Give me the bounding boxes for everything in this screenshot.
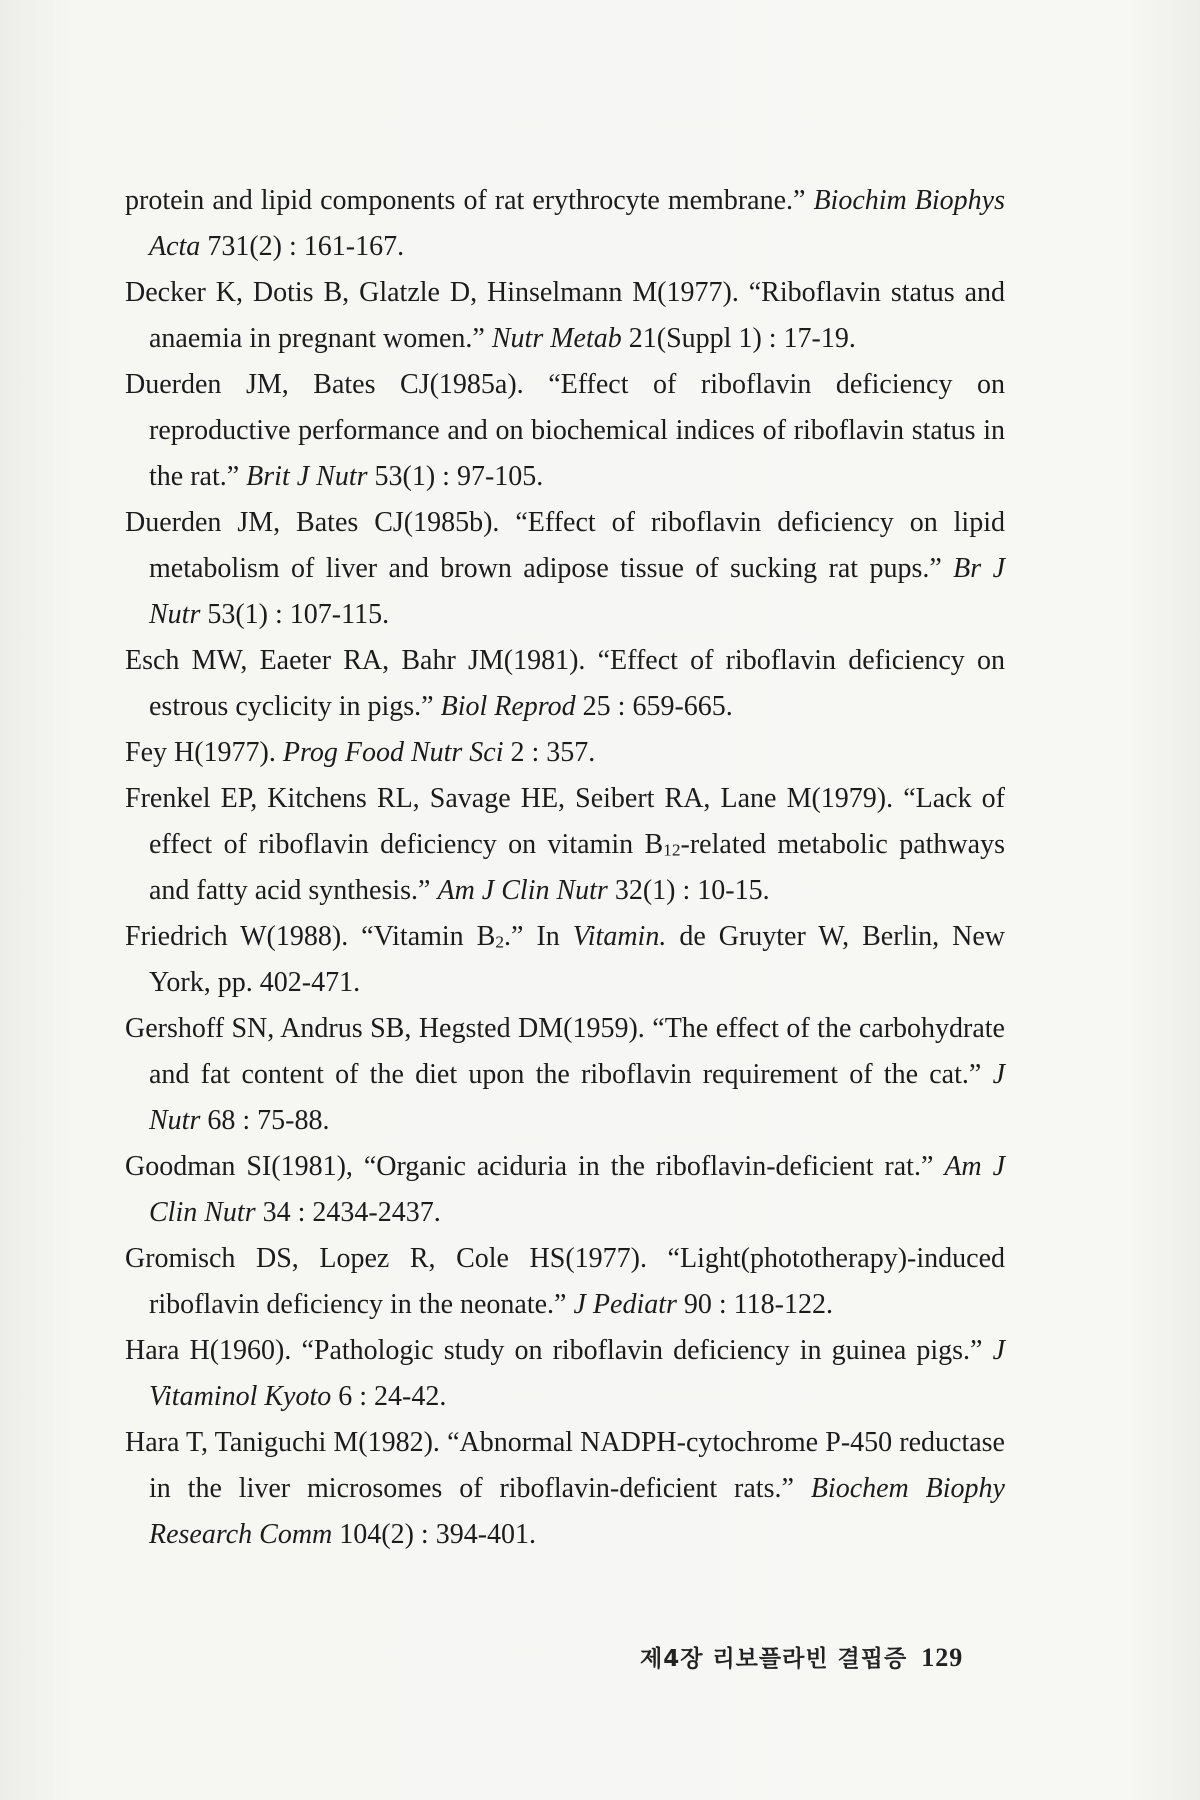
journal-title: J Pediatr (573, 1289, 677, 1320)
reference-entry (125, 730, 1005, 776)
reference-entry (125, 914, 1005, 1006)
reference-text: Fey H(1977). (125, 737, 283, 768)
reference-text: Esch MW, Eaeter RA, Bahr JM(1981). “Effect of riboflavin deficiency on estrous cyclicity in pigs.” (125, 645, 1005, 722)
reference-text: Duerden JM, Bates CJ(1985b). “Effect of riboflavin deficiency on lipid metabolism of liver and brown adipose tissue of sucking rat pups.” (125, 507, 1005, 584)
reference-text: Frenkel EP, Kitchens RL, Savage HE, Seibert RA, Lane M(1979). “Lack of effect of riboflavin deficiency on vitamin B (125, 783, 1005, 860)
reference-entry (125, 1006, 1005, 1144)
reference-entry (125, 362, 1005, 500)
reference-citation: 34 : 2434-2437. (255, 1197, 441, 1228)
journal-title: J Nutr (149, 1059, 1005, 1136)
reference-entry (125, 1236, 1005, 1328)
reference-citation: 90 : 118-122. (676, 1289, 833, 1320)
journal-title: Biochem Biophy Research Comm (149, 1473, 1005, 1550)
journal-title: Nutr Metab (491, 323, 622, 354)
reference-citation: 6 : 24-42. (331, 1381, 447, 1412)
reference-entry (125, 776, 1005, 914)
reference-entry (125, 270, 1005, 362)
reference-text: Friedrich W(1988). “Vitamin B (125, 921, 496, 952)
reference-entry (125, 638, 1005, 730)
reference-citation: 731(2) : 161-167. (200, 231, 405, 262)
reference-list (125, 178, 1005, 1558)
reference-text: protein and lipid components of rat erythrocyte membrane.” (125, 185, 814, 216)
reference-citation: 53(1) : 107-115. (200, 599, 390, 630)
reference-text: Gershoff SN, Andrus SB, Hegsted DM(1959). “The effect of the carbohydrate and fat content of the diet upon the riboflavin requirement of the cat.” (125, 1013, 1005, 1090)
reference-citation: 25 : 659-665. (575, 691, 733, 722)
reference-citation: de Gruyter W, Berlin, New York, pp. 402-471. (149, 921, 1005, 998)
journal-title: Vitamin. (572, 921, 667, 952)
reference-entry (125, 178, 1005, 270)
reference-citation: 2 : 357. (503, 737, 596, 768)
reference-citation: 68 : 75-88. (200, 1105, 330, 1136)
reference-text: Decker K, Dotis B, Glatzle D, Hinselmann M(1977). “Riboflavin status and anaemia in pregnant women.” (125, 277, 1005, 354)
reference-text: Duerden JM, Bates CJ(1985a). “Effect of riboflavin deficiency on reproductive performance and on biochemical indices of riboflavin status in the rat.” (125, 369, 1005, 492)
reference-text: .” In (504, 921, 573, 952)
reference-text: Goodman SI(1981), “Organic aciduria in the riboflavin-deficient rat.” (125, 1151, 945, 1182)
journal-title: Biol Reprod (440, 691, 576, 722)
reference-entry (125, 1420, 1005, 1558)
subscript: 2 (495, 932, 505, 952)
reference-citation: 53(1) : 97-105. (367, 461, 544, 492)
reference-citation: 104(2) : 394-401. (332, 1519, 537, 1550)
journal-title: Br J Nutr (149, 553, 1005, 630)
reference-entry (125, 1328, 1005, 1420)
journal-title: J Vitaminol Kyoto (149, 1335, 1005, 1412)
reference-text: Gromisch DS, Lopez R, Cole HS(1977). “Light(phototherapy)-induced riboflavin deficiency in the neonate.” (125, 1243, 1005, 1320)
reference-citation: 21(Suppl 1) : 17-19. (621, 323, 856, 354)
page-number: 129 (921, 1643, 964, 1672)
reference-citation: 32(1) : 10-15. (607, 875, 770, 906)
journal-title: Prog Food Nutr Sci (282, 737, 504, 768)
reference-entry (125, 500, 1005, 638)
journal-title: Biochim Biophys Acta (149, 185, 1005, 262)
journal-title: Brit J Nutr (246, 461, 368, 492)
journal-title: Am J Clin Nutr (437, 875, 608, 906)
chapter-title: 제4장 리보플라빈 결핍증 (640, 1646, 908, 1672)
reference-entry (125, 1144, 1005, 1236)
reference-text: -related metabolic pathways and fatty acid synthesis.” (149, 829, 1005, 906)
reference-text: Hara H(1960). “Pathologic study on riboflavin deficiency in guinea pigs.” (125, 1335, 993, 1366)
subscript: 12 (663, 840, 681, 860)
journal-title: Am J Clin Nutr (149, 1151, 1005, 1228)
reference-text: Hara T, Taniguchi M(1982). “Abnormal NADPH-cytochrome P-450 reductase in the liver microsomes of riboflavin-deficient rats.” (125, 1427, 1005, 1504)
running-footer (640, 1640, 1000, 1673)
